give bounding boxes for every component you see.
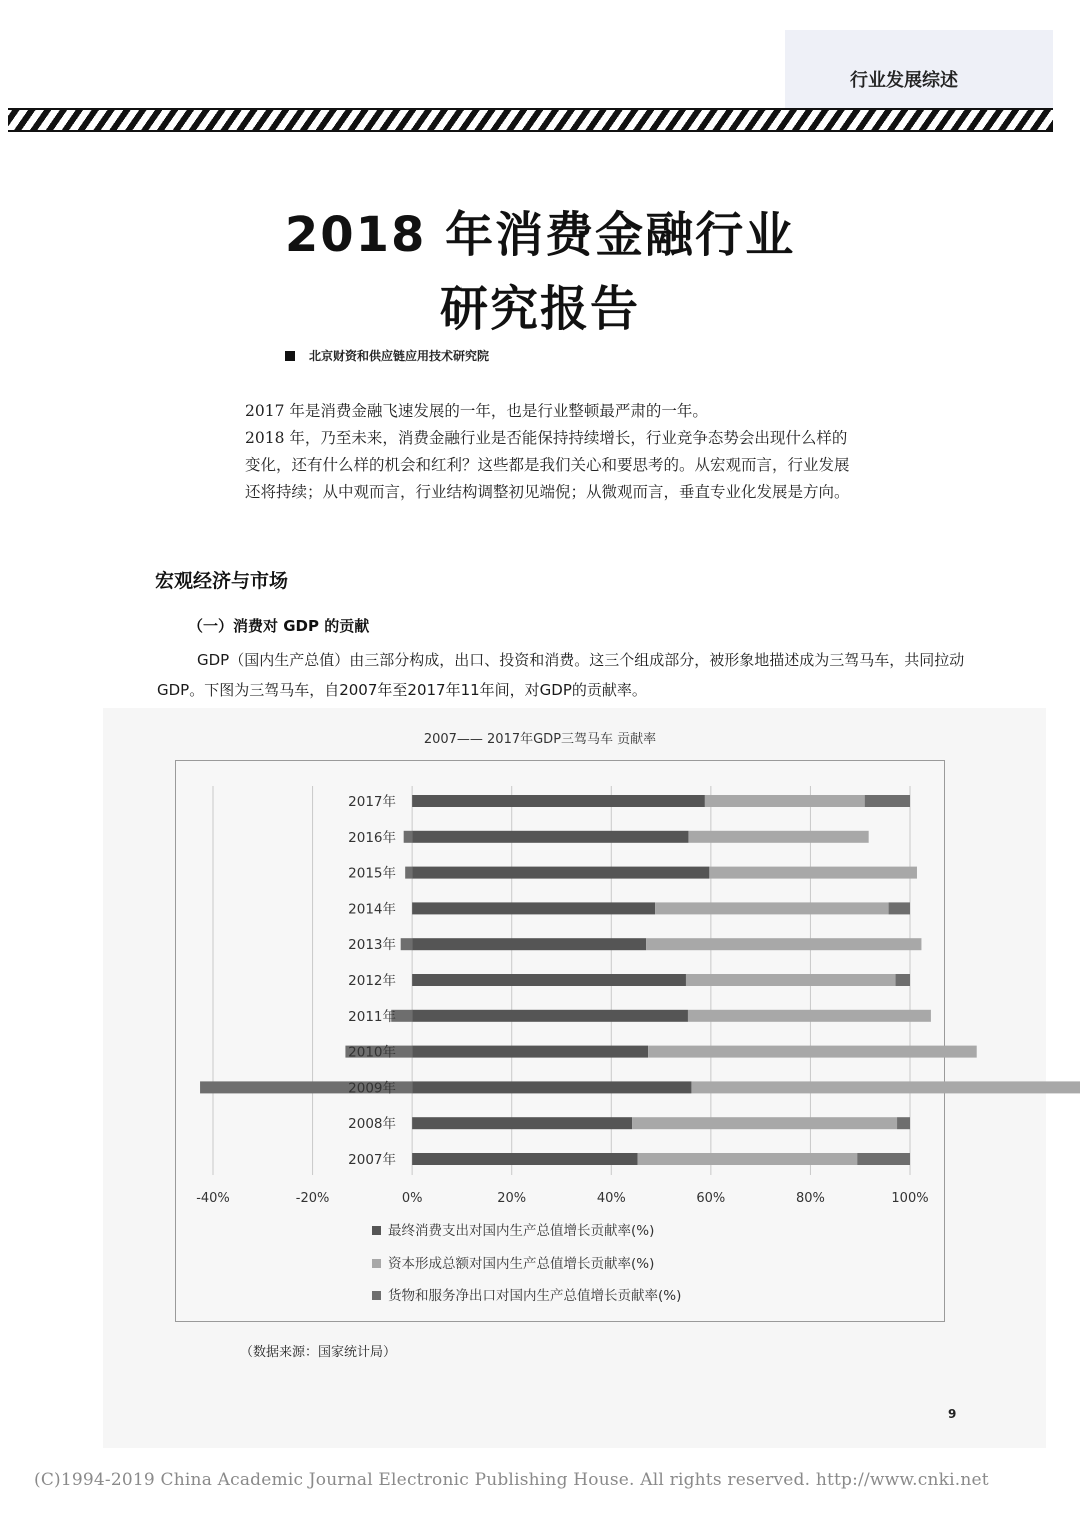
y-category-label: 2014年: [348, 901, 396, 918]
bar-segment: [412, 1117, 632, 1129]
bar-segment: [404, 831, 412, 843]
bar-segment: [655, 902, 888, 914]
bar-segment: [412, 938, 646, 950]
bar-segment: [889, 902, 910, 914]
bar-segment: [412, 831, 688, 843]
legend-swatch: [372, 1291, 381, 1300]
bar-segment: [691, 1081, 1080, 1093]
legend-label: 资本形成总额对国内生产总值增长贡献率(%): [388, 1256, 655, 1272]
y-category-label: 2011年: [348, 1008, 396, 1025]
legend-swatch: [372, 1226, 381, 1235]
bar-segment: [412, 1153, 638, 1165]
bar-segment: [857, 1153, 910, 1165]
y-category-label: 2009年: [348, 1080, 396, 1097]
legend-label: 最终消费支出对国内生产总值增长贡献率(%): [388, 1223, 655, 1239]
section-label: 行业发展综述: [850, 70, 958, 91]
y-category-label: 2012年: [348, 973, 396, 989]
bar-segment: [688, 831, 868, 843]
x-tick-label: 60%: [696, 1191, 726, 1206]
bar-segment: [405, 867, 412, 879]
x-tick-label: -20%: [295, 1191, 330, 1206]
source-note: （数据来源：国家统计局）: [240, 1345, 397, 1360]
page-title-line2: 研究报告: [439, 281, 640, 337]
legend-swatch: [372, 1259, 381, 1268]
bar-segment: [401, 938, 412, 950]
bar-segment: [865, 795, 910, 807]
legend-label: 货物和服务净出口对国内生产总值增长贡献率(%): [388, 1288, 682, 1304]
bar-segment: [896, 974, 910, 986]
y-category-label: 2008年: [348, 1116, 396, 1133]
bar-segment: [412, 1081, 691, 1093]
x-tick-label: 0%: [401, 1191, 423, 1206]
page-title-line1: 2018 年消费金融行业: [284, 207, 796, 263]
intro-paragraph-2: 2018 年，乃至未来，消费金融行业是否能保持持续增长，行业竞争态势会出现什么样的变化，还有什么样的机会和红利？这些都是我们关心和要思考的。从宏观而言，行业发展还将持续；从中观而言，行业结构调整初见端倪；从微观而言，垂直专业化发展是方向。: [245, 429, 850, 501]
body-paragraph-text: GDP（国内生产总值）由三部分构成，出口、投资和消费。这三个组成部分，被形象地描述成为三驾马车，共同拉动GDP。下图为三驾马车，自2007年至2017年11年间，对GDP的贡献率。: [157, 651, 965, 699]
bar-segment: [705, 795, 865, 807]
bar-segment: [646, 938, 921, 950]
intro-paragraph-1: 2017 年是消费金融飞速发展的一年，也是行业整顿最严肃的一年。: [245, 402, 708, 420]
x-tick-label: 100%: [891, 1191, 929, 1206]
bar-segment: [412, 1010, 688, 1022]
page-number: 9: [948, 1407, 957, 1421]
subsection-heading: （一）消费对 GDP 的贡献: [188, 617, 370, 635]
y-category-label: 2007年: [348, 1152, 396, 1168]
chart-title: 2007—— 2017年GDP三驾马车 贡献率: [423, 732, 657, 747]
bar-segment: [412, 1046, 648, 1058]
bar-segment: [688, 1010, 931, 1022]
section-heading: 宏观经济与市场: [155, 570, 289, 592]
y-category-label: 2016年: [348, 829, 396, 846]
bar-segment: [412, 974, 686, 986]
y-category-label: 2017年: [348, 794, 396, 810]
x-tick-label: -40%: [196, 1191, 230, 1206]
bar-segment: [686, 974, 896, 986]
bar-segment: [412, 867, 709, 879]
x-tick-label: 40%: [596, 1191, 626, 1206]
x-tick-label: 80%: [795, 1191, 825, 1206]
bar-segment: [709, 867, 917, 879]
x-tick-label: 20%: [497, 1191, 527, 1206]
bar-segment: [897, 1117, 910, 1129]
bar-segment: [412, 795, 705, 807]
author-name: 北京财资和供应链应用技术研究院: [309, 349, 490, 363]
bar-segment: [412, 902, 655, 914]
y-category-label: 2015年: [348, 865, 396, 882]
bar-segment: [648, 1046, 977, 1058]
bar-segment: [638, 1153, 858, 1165]
y-category-label: 2010年: [348, 1044, 396, 1061]
copyright-footer: (C)1994-2019 China Academic Journal Electronic Publishing House. All rights reserved. http://www.cnki.net: [34, 1470, 989, 1490]
bar-segment: [632, 1117, 897, 1129]
y-category-label: 2013年: [348, 937, 396, 954]
